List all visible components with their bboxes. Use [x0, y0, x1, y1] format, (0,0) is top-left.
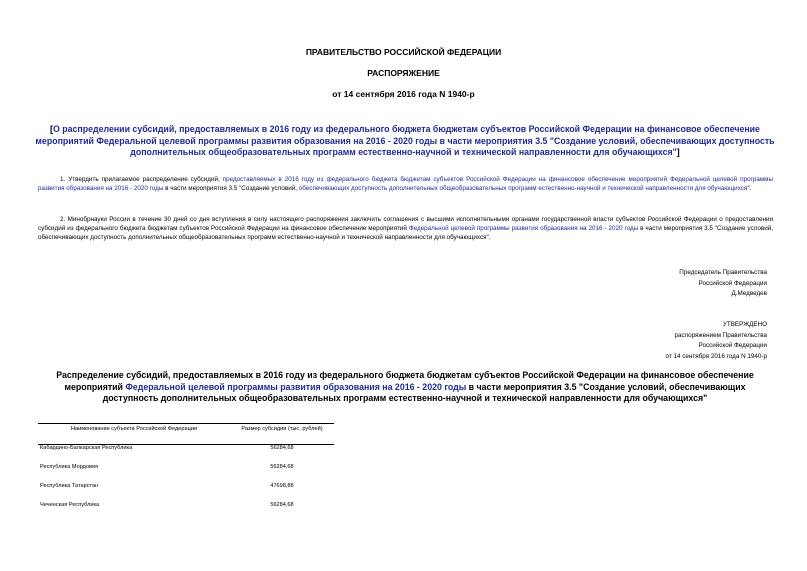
table-row	[38, 502, 334, 521]
table-row	[38, 483, 334, 502]
document-title	[30, 124, 780, 159]
subsidy-amount: 47698,88	[270, 483, 294, 489]
header-region: Наименование субъекта Российской Федерации	[38, 424, 230, 445]
region-name: Кабардино-Балкарская Республика	[40, 445, 133, 451]
document-type: РАСПОРЯЖЕНИЕ	[367, 68, 440, 78]
approval-line-4: от 14 сентября 2016 года N 1940-р	[665, 352, 767, 360]
distribution-title-text-b: в части мероприятия 3.5 "Создание условий, обеспечивающих доступность дополнительных общеобразовательных программ естественно-научной и технической направленности для обучающихся"	[102, 381, 746, 404]
government-heading: ПРАВИТЕЛЬСТВО РОССИЙСКОЙ ФЕДЕРАЦИИ	[305, 47, 502, 57]
header-amount: Размер субсидии (тыс. рублей)	[230, 424, 334, 445]
approval-line-2: распоряжением Правительства	[674, 331, 767, 339]
paragraph-1-text-a: 1. Утвердить прилагаемое распределение субсидий,	[60, 176, 223, 183]
subsidy-amount: 56284,68	[270, 445, 294, 451]
signature-line-1: Председатель Правительства	[679, 269, 767, 276]
table-header-row	[38, 424, 334, 445]
approval-line-1: УТВЕРЖДЕНО	[722, 321, 767, 328]
paragraph-1-text-b: в части мероприятия 3.5 "Создание условий,	[163, 185, 299, 193]
paragraph-1-link[interactable]: предоставляемых в 2016 году из федерального бюджета бюджетам субъектов Российской Федерации на финансовое обеспечение мероприятий Федеральной целевой программы развития образования на 2016 - 2020 годы	[38, 176, 774, 193]
subsidy-amount: 56284,68	[270, 502, 294, 508]
paragraph-1	[38, 175, 773, 193]
approval-block	[547, 320, 767, 362]
region-name: Республика Мордовия	[40, 464, 99, 470]
signature-line-2: Российской Федерации	[698, 279, 767, 287]
signature-block	[547, 268, 767, 300]
distribution-title-link[interactable]: Федеральной целевой программы развития образования на 2016 - 2020 годы	[125, 381, 467, 392]
approval-line-3: Российской Федерации	[698, 342, 767, 349]
distribution-title	[40, 370, 770, 405]
paragraph-2-text-b: в части мероприятия 3.5 "Создание условий, обеспечивающих доступность дополнительных общеобразовательных программ естественно-научной и технической направленности для обучающихся".	[38, 225, 773, 242]
paragraph-1-text-c: ".	[747, 185, 752, 193]
region-name: Республика Татарстан	[40, 483, 99, 489]
region-name: Чеченская Республика	[40, 502, 100, 508]
subsidy-table	[38, 423, 334, 521]
document-date-number: от 14 сентября 2016 года N 1940-р	[332, 89, 475, 99]
title-open-bracket: [	[50, 124, 53, 134]
title-close-bracket: ]	[676, 147, 680, 158]
document-title-link[interactable]: О распределении субсидий, предоставляемых в 2016 году из федерального бюджета бюджетам субъектов Российской Федерации на финансовое обеспечение мероприятий Федеральной целевой программы развития образования на 2016 - 2020 годы в части мероприятия 3.5 "Создание условий, обеспечивающих доступность дополнительных общеобразовательных программ естественно-научной и технической направленности для обучающихся"	[35, 124, 775, 158]
subsidy-amount: 56284,68	[270, 464, 294, 470]
table-row	[38, 445, 334, 465]
paragraph-2-link[interactable]: Федеральной целевой программы развития образования на 2016 - 2020 годы	[408, 225, 639, 233]
paragraph-2-text-a: 2. Минобрнауки России в течение 30 дней со дня вступления в силу настоящего распоряжения заключить соглашения с высшими исполнительными органами государственной власти субъектов Российской Федерации о предоставлении субсидий из федерального бюджета бюджетам субъектов Российской Федерации на финансовое обеспечение мероприятий	[38, 216, 773, 233]
signature-line-3: Д.Медведев	[731, 290, 767, 297]
distribution-title-text-a: Распределение субсидий, предоставляемых в 2016 году из федерального бюджета бюджетам субъектов Российской Федерации на финансовое обеспечение мероприятий	[56, 370, 754, 392]
paragraph-2	[38, 215, 773, 243]
paragraph-1-link-2[interactable]: обеспечивающих доступность дополнительных общеобразовательных программ естественно-научной и технической направленности для обучающихся	[298, 185, 748, 193]
table-row	[38, 464, 334, 483]
